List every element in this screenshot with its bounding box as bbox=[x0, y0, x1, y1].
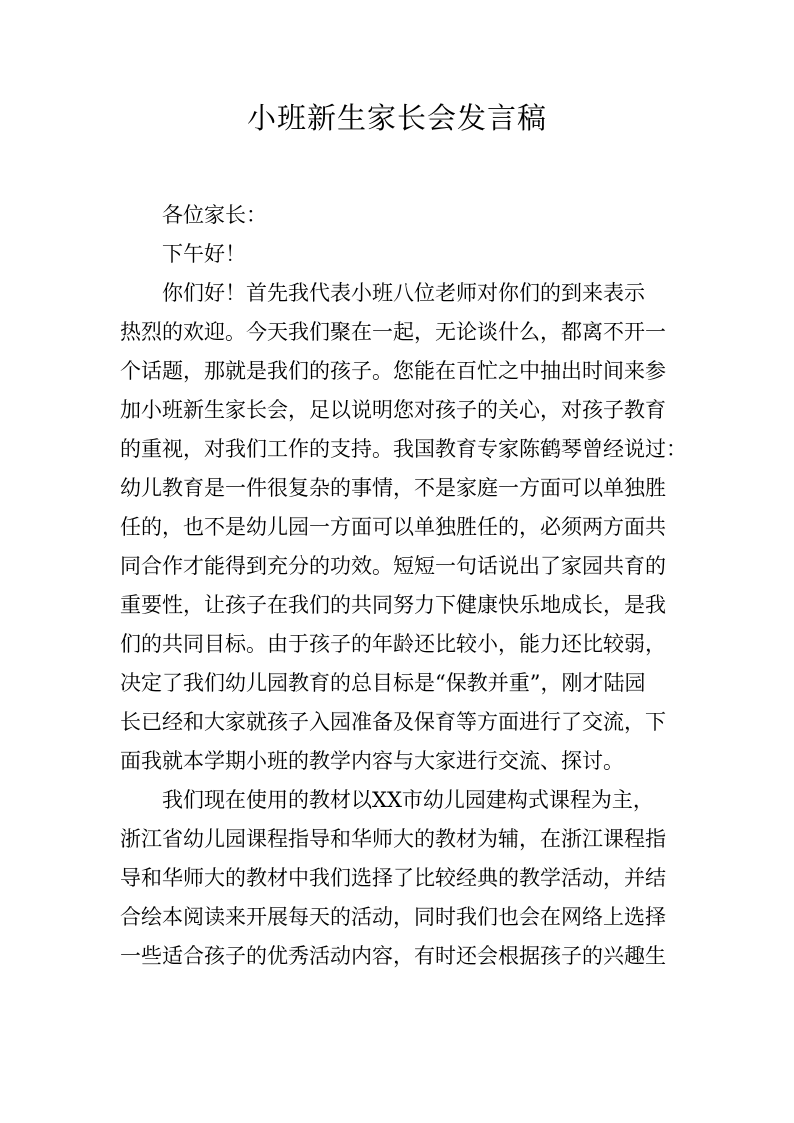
document-body bbox=[120, 196, 700, 976]
salutation-line: 各位家长： bbox=[162, 203, 267, 227]
body-line: 热烈的欢迎。今天我们聚在一起，无论谈什么，都离不开一 bbox=[120, 320, 666, 344]
body-line: 一些适合孩子的优秀活动内容，有时还会根据孩子的兴趣生 bbox=[120, 944, 666, 968]
body-line: 长已经和大家就孩子入园准备及保育等方面进行了交流，下 bbox=[120, 710, 666, 734]
body-line: 浙江省幼儿园课程指导和华师大的教材为辅，在浙江课程指 bbox=[120, 827, 666, 851]
body-line: 导和华师大的教材中我们选择了比较经典的教学活动，并结 bbox=[120, 866, 666, 890]
body-line: 任的，也不是幼儿园一方面可以单独胜任的，必须两方面共 bbox=[120, 515, 666, 539]
body-line: 你们好！首先我代表小班八位老师对你们的到来表示 bbox=[162, 281, 645, 305]
body-line: 面我就本学期小班的教学内容与大家进行交流、探讨。 bbox=[120, 749, 624, 773]
body-line: 重要性，让孩子在我们的共同努力下健康快乐地成长，是我 bbox=[120, 593, 666, 617]
document-title: 小班新生家长会发言稿 bbox=[246, 101, 547, 135]
body-line: 个话题，那就是我们的孩子。您能在百忙之中抽出时间来参 bbox=[120, 359, 666, 383]
greeting-line: 下午好！ bbox=[162, 242, 246, 266]
body-line: 决定了我们幼儿园教育的总目标是“保教并重”，刚才陆园 bbox=[120, 671, 646, 695]
body-line: 幼儿教育是一件很复杂的事情，不是家庭一方面可以单独胜 bbox=[120, 476, 666, 500]
body-line: 的重视，对我们工作的支持。我国教育专家陈鹤琴曾经说过： bbox=[120, 437, 687, 461]
body-line: 同合作才能得到充分的功效。短短一句话说出了家园共育的 bbox=[120, 554, 666, 578]
body-line: 们的共同目标。由于孩子的年龄还比较小，能力还比较弱， bbox=[120, 632, 666, 656]
body-line: 我们现在使用的教材以XX市幼儿园建构式课程为主， bbox=[162, 788, 654, 812]
body-line: 合绘本阅读来开展每天的活动，同时我们也会在网络上选择 bbox=[120, 905, 666, 929]
body-line: 加小班新生家长会，足以说明您对孩子的关心，对孩子教育 bbox=[120, 398, 666, 422]
